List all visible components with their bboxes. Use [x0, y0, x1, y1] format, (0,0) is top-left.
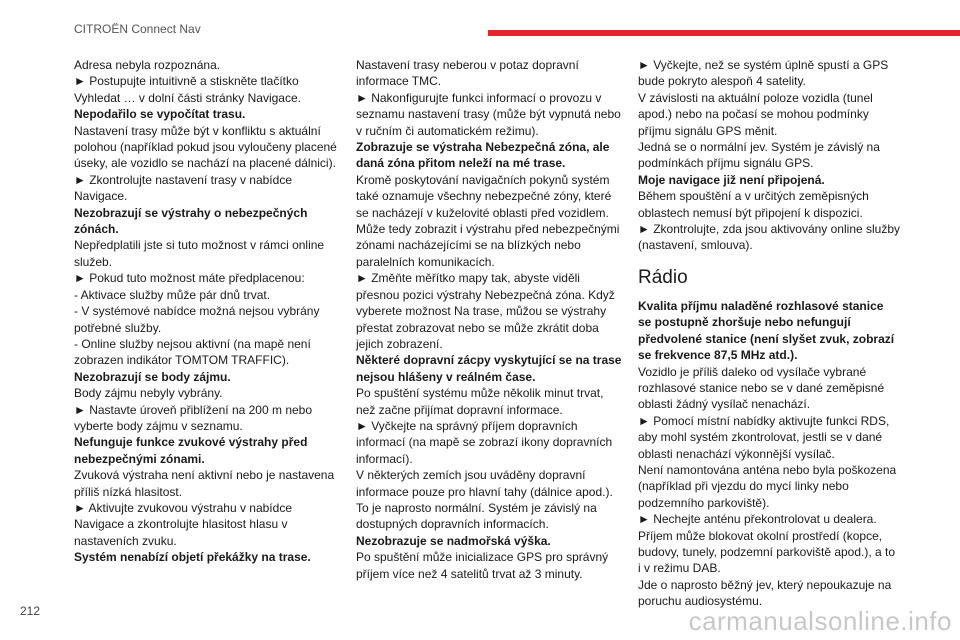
paragraph: Adresa nebyla rozpoznána. ► Postupujte intuitivně a stiskněte tlačítko Vyhledat … v dolní části stránky Navigace.: [74, 58, 301, 105]
page-number: 212: [20, 604, 41, 618]
bold-heading: Systém nenabízí objetí překážky na trase.: [74, 550, 311, 565]
header-title: CITROËN Connect Nav: [74, 22, 201, 36]
paragraph: Body zájmu nebyly vybrány. ► Nastavte úroveň přiblížení na 200 m nebo vyberte body zájmu v seznamu.: [74, 386, 313, 433]
bold-heading: Kvalita příjmu naladěné rozhlasové stanice se postupně zhoršuje nebo nefungují předvolené stanice (není slyšet zvuk, zobrazí se frekvence 87,5 MHz atd.).: [638, 298, 895, 363]
watermark: carmanualsonline.info: [688, 606, 952, 636]
column-1: [74, 57, 342, 566]
section-heading: Rádio: [638, 266, 688, 288]
paragraph: Po spuštění může inicializace GPS pro správný příjem více než 4 satelitů trvat až 3 minuty.: [356, 550, 609, 581]
paragraph: Během spouštění a v určitých zeměpisných oblastech nemusí být připojení k dispozici. ► Zkontrolujte, zda jsou aktivovány online služby (nastavení, smlouva).: [638, 189, 901, 253]
column-2: [356, 57, 624, 582]
paragraph: Nepředplatili jste si tuto možnost v rámci online služeb. ► Pokud tuto možnost máte předplacenou: - Aktivace služby může pár dnů trvat. - V systémové nabídce možná nejsou vybrány potřebné služby. - Online služby nejsou aktivní (na mapě není zobrazen indikátor TOMTOM TRAFFIC).: [74, 238, 325, 368]
paragraph: Zvuková výstraha není aktivní nebo je nastavena příliš nízká hlasitost. ► Aktivujte zvukovou výstrahu v nabídce Navigace a zkontrolujte hlasitost hlasu v nastaveních zvuku.: [74, 468, 335, 548]
paragraph: Vozidlo je příliš daleko od vysílače vybrané rozhlasové stanice nebo se v dané zeměpisné oblasti žádný vysílač nenachází. ► Pomocí místní nabídky aktivujte funkci RDS, aby mohl systém zkontrolovat, jestli se v dané oblasti nenachází výkonnější vysílač. Není namontována anténa nebo byla poškozena (například při vjezdu do mycí linky nebo podzemního parkoviště). ► Nechejte anténu překontrolovat u dealera. Příjem může blokovat okolní prostředí (kopce, budovy, tunely, podzemní parkoviště apod.), a to i v režimu DAB. Jde o naprosto běžný jev, který nepoukazuje na poruchu audiosystému.: [638, 364, 897, 609]
column-3: [638, 57, 900, 610]
paragraph: Kromě poskytování navigačních pokynů systém také oznamuje všechny nebezpečné zóny, které se nacházejí v kuželovité oblasti před vozidlem. Může tedy zobrazit i výstrahu před nebezpečnými zónami nacházejícími se na blízkých nebo paralelních komunikacích. ► Změňte měřítko mapy tak, abyste viděli přesnou pozici výstrahy Nebezpečná zóna. Když vyberete možnost Na trase, můžou se výstrahy přestat zobrazovat nebo se může zkrátit doba jejich zobrazení.: [356, 172, 620, 351]
paragraph: Nastavení trasy může být v konfliktu s aktuální polohou (například pokud jsou vyloučeny placené úseky, ale vozidlo se nachází na placené dálnici). ► Zkontrolujte nastavení trasy v nabídce Navigace.: [74, 123, 337, 204]
header-accent-bar: [488, 30, 960, 36]
bold-heading: Nefunguje funkce zvukové výstrahy před nebezpečnými zónami.: [74, 435, 308, 466]
paragraph: ► Vyčkejte, než se systém úplně spustí a GPS bude pokryto alespoň 4 satelity. V závislosti na aktuální poloze vozidla (tunel apod.) nebo na počasí se mohou podmínky příjmu signálu GPS měnit. Jedná se o normální jev. Systém je závislý na podmínkách příjmu signálu GPS.: [638, 58, 889, 171]
paragraph: Nastavení trasy neberou v potaz dopravní informace TMC. ► Nakonfigurujte funkci informací o provozu v seznamu nastavení trasy (může být vypnutá nebo v ručním či automatickém režimu).: [356, 58, 621, 138]
bold-heading: Moje navigace již není připojená.: [638, 172, 825, 187]
bold-heading: Některé dopravní zácpy vyskytující se na trase nejsou hlášeny v reálném čase.: [356, 353, 622, 384]
bold-heading: Nezobrazuje se nadmořská výška.: [356, 533, 551, 548]
bold-heading: Nepodařilo se vypočítat trasu.: [74, 107, 246, 122]
paragraph: Po spuštění systému může několik minut trvat, než začne přijímat dopravní informace. ► Vyčkejte na správný příjem dopravních informací (na mapě se zobrazí ikony dopravních informací). V některých zemích jsou uváděny dopravní informace pouze pro hlavní tahy (dálnice apod.). To je naprosto normální. Systém je závislý na dostupných dopravních informacích.: [356, 386, 613, 532]
bold-heading: Zobrazuje se výstraha Nebezpečná zóna, ale daná zóna přitom neleží na mé trase.: [356, 140, 610, 171]
bold-heading: Nezobrazují se výstrahy o nebezpečných zónách.: [74, 205, 308, 237]
bold-heading: Nezobrazují se body zájmu.: [74, 369, 231, 384]
